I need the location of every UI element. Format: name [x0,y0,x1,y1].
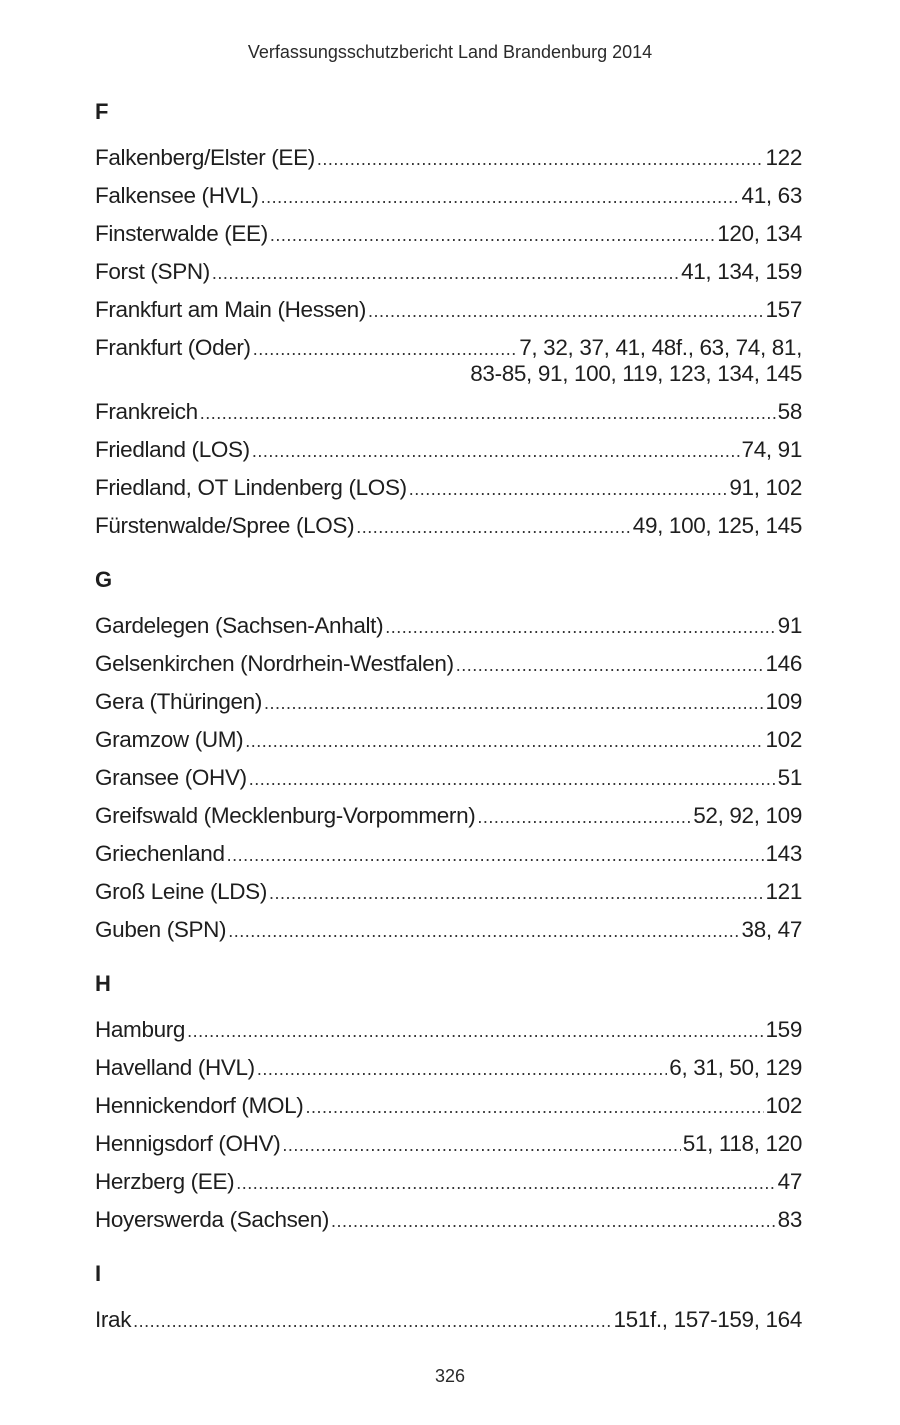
entry-name: Gramzow (UM) [95,727,244,752]
entry-pages: 74, 91 [741,437,802,462]
index-entry [95,797,802,835]
index-entry [95,1049,802,1087]
dot-leader [317,140,764,178]
dot-leader [257,1050,667,1088]
index-entry [95,507,802,545]
index-entry [95,1201,802,1239]
index-entry [95,911,802,949]
entry-pages: 7, 32, 37, 41, 48f., 63, 74, 81, [519,335,802,360]
index-entry [95,393,802,431]
entry-name: Forst (SPN) [95,259,210,284]
running-header: Verfassungsschutzbericht Land Brandenburg 2014 [247,42,653,62]
index-entry [95,469,802,507]
index-section-f [95,97,802,545]
entry-name: Hamburg [95,1017,186,1042]
entry-name: Friedland (LOS) [95,437,250,462]
index-entry [95,215,802,253]
index-section-g [95,565,802,949]
entry-name: Irak [95,1307,132,1332]
entry-name: Gera (Thüringen) [95,689,262,714]
dot-leader [200,394,776,432]
dot-leader [245,722,763,760]
dot-leader [409,470,728,508]
dot-leader [270,216,715,254]
index-entry [95,645,802,683]
entry-pages: 143 [765,841,802,866]
entry-pages: 51 [777,765,802,790]
entry-name: Frankfurt (Oder) [95,335,251,360]
entry-name: Gelsenkirchen (Nordrhein-Westfalen) [95,651,454,676]
entry-pages: 159 [765,1017,802,1042]
entry-pages-continued: 83-85, 91, 100, 119, 123, 134, 145 [470,361,802,386]
index-entry [95,873,802,911]
index-entry [95,177,802,215]
entry-pages: 151f., 157-159, 164 [613,1307,802,1332]
entry-name: Havelland (HVL) [95,1055,255,1080]
index-section-i [95,1259,802,1339]
index-entry [95,835,802,873]
entry-name: Frankfurt am Main (Hessen) [95,297,366,322]
index-content [95,97,802,1359]
entry-name: Herzberg (EE) [95,1169,235,1194]
dot-leader [187,1012,763,1050]
entry-pages: 58 [777,399,802,424]
entry-pages: 51, 118, 120 [682,1131,802,1156]
index-entry [95,1125,802,1163]
index-entry [95,1163,802,1201]
entry-name: Groß Leine (LDS) [95,879,267,904]
entry-pages: 41, 134, 159 [681,259,802,284]
entry-name: Hennickendorf (MOL) [95,1093,304,1118]
entry-pages: 122 [765,145,802,170]
entry-name: Hoyerswerda (Sachsen) [95,1207,329,1232]
entry-pages: 157 [765,297,802,322]
entry-name: Greifswald (Mecklenburg-Vorpommern) [95,803,476,828]
index-entry [95,607,802,645]
dot-leader [331,1202,776,1240]
dot-leader [228,912,739,950]
entry-pages: 38, 47 [741,917,802,942]
entry-pages: 121 [765,879,802,904]
entry-name: Falkenberg/Elster (EE) [95,145,315,170]
dot-leader [236,1164,775,1202]
entry-pages: 120, 134 [717,221,802,246]
entry-name: Guben (SPN) [95,917,227,942]
dot-leader [261,178,740,216]
entry-pages: 91, 102 [729,475,802,500]
index-entry [95,683,802,721]
entry-name: Finsterwalde (EE) [95,221,268,246]
entry-name: Frankreich [95,399,198,424]
entry-name: Gardelegen (Sachsen-Anhalt) [95,613,384,638]
dot-leader [356,508,631,546]
dot-leader [252,432,740,470]
entry-pages: 41, 63 [741,183,802,208]
section-letter: I [95,1261,102,1286]
index-entry [95,1087,802,1125]
dot-leader [456,646,764,684]
entry-name: Griechenland [95,841,225,866]
entry-pages: 52, 92, 109 [693,803,802,828]
index-entry [95,1301,802,1339]
entry-name: Gransee (OHV) [95,765,247,790]
entry-pages: 49, 100, 125, 145 [632,513,802,538]
section-letter: H [95,971,111,996]
entry-pages: 91 [777,613,802,638]
entry-pages: 83 [777,1207,802,1232]
entry-pages: 47 [777,1169,802,1194]
entry-name: Falkensee (HVL) [95,183,259,208]
dot-leader [282,1126,680,1164]
entry-pages: 102 [765,1093,802,1118]
dot-leader [264,684,764,722]
dot-leader [212,254,679,292]
dot-leader [249,760,776,798]
index-entry [95,1011,802,1049]
index-section-h [95,969,802,1239]
entry-pages: 6, 31, 50, 129 [669,1055,802,1080]
dot-leader [227,836,764,874]
page-number: 326 [434,1366,466,1386]
dot-leader [368,292,764,330]
index-entry [95,431,802,469]
dot-leader [133,1302,611,1340]
index-entry [95,253,802,291]
dot-leader [385,608,775,646]
entry-name: Friedland, OT Lindenberg (LOS) [95,475,407,500]
section-letter: G [95,567,113,592]
dot-leader [477,798,691,836]
index-entry [95,759,802,797]
index-entry [95,721,802,759]
index-entry [95,291,802,329]
dot-leader [269,874,764,912]
entry-name: Fürstenwalde/Spree (LOS) [95,513,355,538]
entry-pages: 109 [765,689,802,714]
entry-pages: 146 [765,651,802,676]
entry-name: Hennigsdorf (OHV) [95,1131,281,1156]
section-letter: F [95,99,109,124]
entry-pages: 102 [765,727,802,752]
dot-leader [305,1088,763,1126]
index-entry [95,139,802,177]
